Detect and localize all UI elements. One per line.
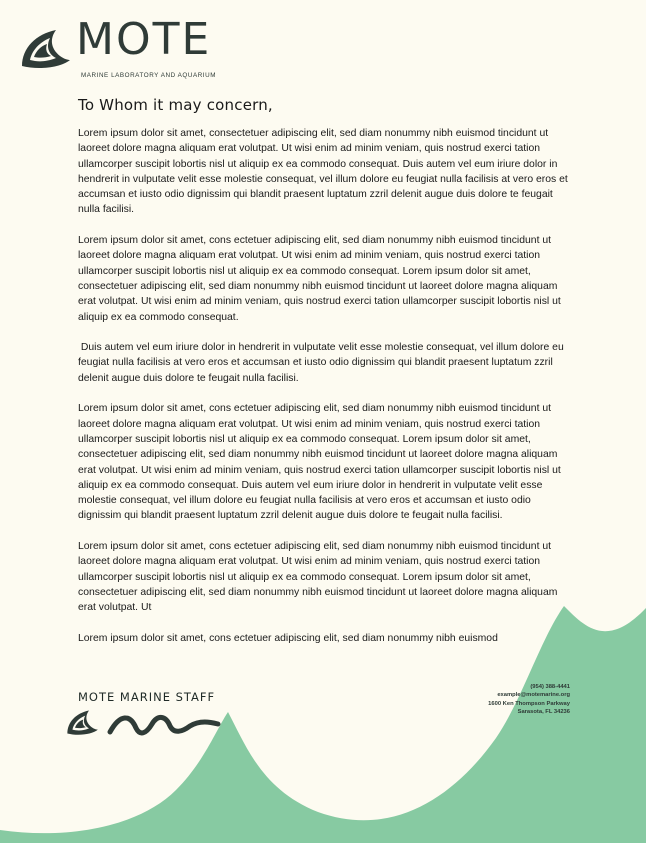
contact-block	[488, 683, 570, 716]
logo-wordmark: MOTE	[76, 14, 212, 65]
body-paragraph: Lorem ipsum dolor sit amet, consectetuer adipiscing elit, sed diam nonummy nibh euismod tincidunt ut laoreet dolore magna aliquam erat volutpat. Ut wisi enim ad minim veniam, quis nostrud exerci tation ullamcorper suscipit lobortis nisl ut aliquip ex ea commodo consequat. Duis autem vel eum iriure dolor in hendrerit in vulputate velit esse molestie consequat, vel illum dolore eu feugiat nulla facilisis at vero eros et accumsan et iusto odio dignissim qui blandit praesent luptatum zzril delenit augue duis dolore te feugait nulla facilisi.	[78, 128, 571, 216]
logo-tagline: MARINE LABORATORY AND AQUARIUM	[81, 72, 217, 79]
wave-fin-icon	[66, 708, 98, 736]
body-paragraph: Lorem ipsum dolor sit amet, cons ectetuer adipiscing elit, sed diam nonummy nibh euismod tincidunt ut laoreet dolore magna aliquam erat volutpat. Ut wisi enim ad minim veniam, quis nostrud exerci tation ullamcorper suscipit lobortis nisl ut aliquip ex ea commodo consequat. Lorem ipsum dolor sit amet, consectetuer adipiscing elit, sed diam nonummy nibh euismod tincidunt ut laoreet dolore magna aliquam erat volutpat. Ut wisi enim ad minim veniam, quis nostrud exerci tation ullamcorper suscipit lobortis nisl ut aliquip ex ea commodo consequat. Duis autem vel eum iriure dolor in hendrerit in vulputate velit esse molestie consequat, vel illum dolore eu feugiat nulla facilisis at vero eros et accumsan et iusto odio dignissim qui blandit praesent luptatum zzril delenit augue duis dolore te feugait nulla facilisi.	[78, 403, 564, 522]
body-paragraph: Duis autem vel eum iriure dolor in hendrerit in vulputate velit esse molestie consequat, vel illum dolore eu feugiat nulla facilisis at vero eros et accumsan et iusto odio dignissim qui blandit praesent luptatum zzril delenit augue duis dolore te feugait nulla facilisi.	[78, 342, 567, 384]
contact-street: 1600 Ken Thompson Parkway	[488, 700, 570, 707]
squiggle-signature-icon	[106, 710, 222, 738]
body-paragraph: Lorem ipsum dolor sit amet, cons ectetuer adipiscing elit, sed diam nonummy nibh euismod tincidunt ut laoreet dolore magna aliquam erat volutpat. Ut wisi enim ad minim veniam, quis nostrud exerci tation ullamcorper suscipit lobortis nisl ut aliquip ex ea commodo consequat. Lorem ipsum dolor sit amet, consectetuer adipiscing elit, sed diam nonummy nibh euismod tincidunt ut laoreet dolore magna aliquam erat volutpat. Ut wisi enim ad minim veniam, quis nostrud exerci tation ullamcorper suscipit lobortis nisl ut aliquip ex ea commodo consequat.	[78, 235, 564, 323]
body-paragraph: Lorem ipsum dolor sit amet, cons ectetuer adipiscing elit, sed diam nonummy nibh euismod tincidunt ut laoreet dolore magna aliquam erat volutpat. Ut wisi enim ad minim veniam, quis nostrud exerci tation ullamcorper suscipit lobortis nisl ut aliquip ex ea commodo consequat. Lorem ipsum dolor sit amet, consectetuer adipiscing elit, sed diam nonummy nibh euismod tincidunt ut laoreet dolore magna aliquam erat volutpat. Ut	[78, 541, 561, 614]
contact-email: example@motemarine.org	[497, 692, 570, 699]
body-paragraph: Lorem ipsum dolor sit amet, cons ectetuer adipiscing elit, sed diam nonummy nibh euismod	[78, 632, 498, 644]
signature-name: MOTE MARINE STAFF	[78, 690, 216, 704]
contact-city: Sarasota, FL 34236	[517, 708, 570, 715]
letter-greeting: To Whom it may concern,	[78, 96, 273, 114]
contact-phone: (954) 388-4441	[530, 684, 570, 690]
letter-body	[78, 126, 573, 661]
wave-fin-icon	[20, 26, 70, 70]
